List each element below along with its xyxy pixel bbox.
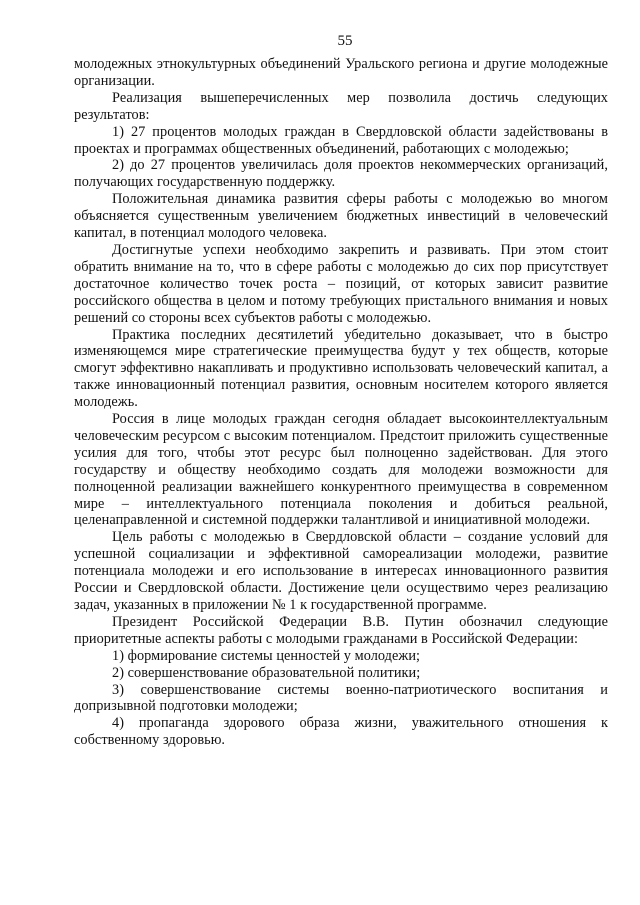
list-item-priority-4: 4) пропаганда здорового образа жизни, уважительного отношения к собственному здоровью. — [74, 715, 608, 749]
list-item-priority-1: 1) формирование системы ценностей у молодежи; — [112, 647, 421, 664]
paragraph-president: Президент Российской Федерации В.В. Путин обозначил следующие приоритетные аспекты работы с молодыми гражданами в Российской Федерации: — [74, 613, 608, 647]
paragraph-goal: Цель работы с молодежью в Свердловской области – создание условий для успешной социализации и эффективной самореализации молодежи, развитие потенциала молодежи и его использование в интересах инновационного развития России и Свердловской области. Достижение цели осуществимо через реализацию задач, указанных в приложении № 1 к государственной программе. — [74, 529, 608, 613]
list-item-priority-3: 3) совершенствование системы военно-патриотического воспитания и допризывной подготовки молодежи; — [74, 681, 608, 715]
paragraph-dynamics: Положительная динамика развития сферы работы с молодежью во многом объясняется существенным увеличением бюджетных инвестиций в человеческий капитал, в потенциал молодого человека. — [74, 191, 608, 242]
paragraph-russia-resource: Россия в лице молодых граждан сегодня обладает высокоинтеллектуальным человеческим ресурсом с высоким потенциалом. Предстоит приложить существенные усилия для того, чтобы этот ресурс был полноценно задействован. Для этого государству и обществу необходимо создать для молодежи возможности для полноценной реализации важнейшего конкурентного преимущества в современном мире – интеллектуального потенциала поколения и добиться реальной, целенаправленной и системной поддержки талантливой и инициативной молодежи. — [74, 411, 608, 529]
paragraph-results-intro: Реализация вышеперечисленных мер позволила достичь следующих результатов: — [74, 89, 608, 123]
paragraph-practice: Практика последних десятилетий убедительно доказывает, что в быстро изменяющемся мире стратегические преимущества будут у тех обществ, которые смогут эффективно накапливать и продуктивно использовать человеческий капитал, а также инновационный потенциал развития, основным носителем которого является молодежь. — [74, 326, 608, 411]
page-number: 55 — [337, 33, 353, 49]
list-item-result-2: 2) до 27 процентов увеличилась доля проектов некоммерческих организаций, получающих государственную поддержку. — [74, 157, 608, 191]
list-item-result-1: 1) 27 процентов молодых граждан в Свердловской области задействованы в проектах и программах общественных объединений, работающих с молодежью; — [74, 123, 608, 157]
body-text — [74, 56, 608, 749]
list-item-priority-2: 2) совершенствование образовательной политики; — [112, 664, 421, 681]
paragraph-achievements: Достигнутые успехи необходимо закрепить и развивать. При этом стоит обратить внимание на то, что в сфере работы с молодежью до сих пор присутствует достаточное количество точек роста – позиций, от которых зависит развитие российского общества в целом и потому требующих пристального внимания и новых решений со стороны всех субъектов работы с молодежью. — [74, 241, 608, 326]
paragraph-continuation: молодежных этнокультурных объединений Уральского региона и другие молодежные организации. — [74, 56, 608, 89]
